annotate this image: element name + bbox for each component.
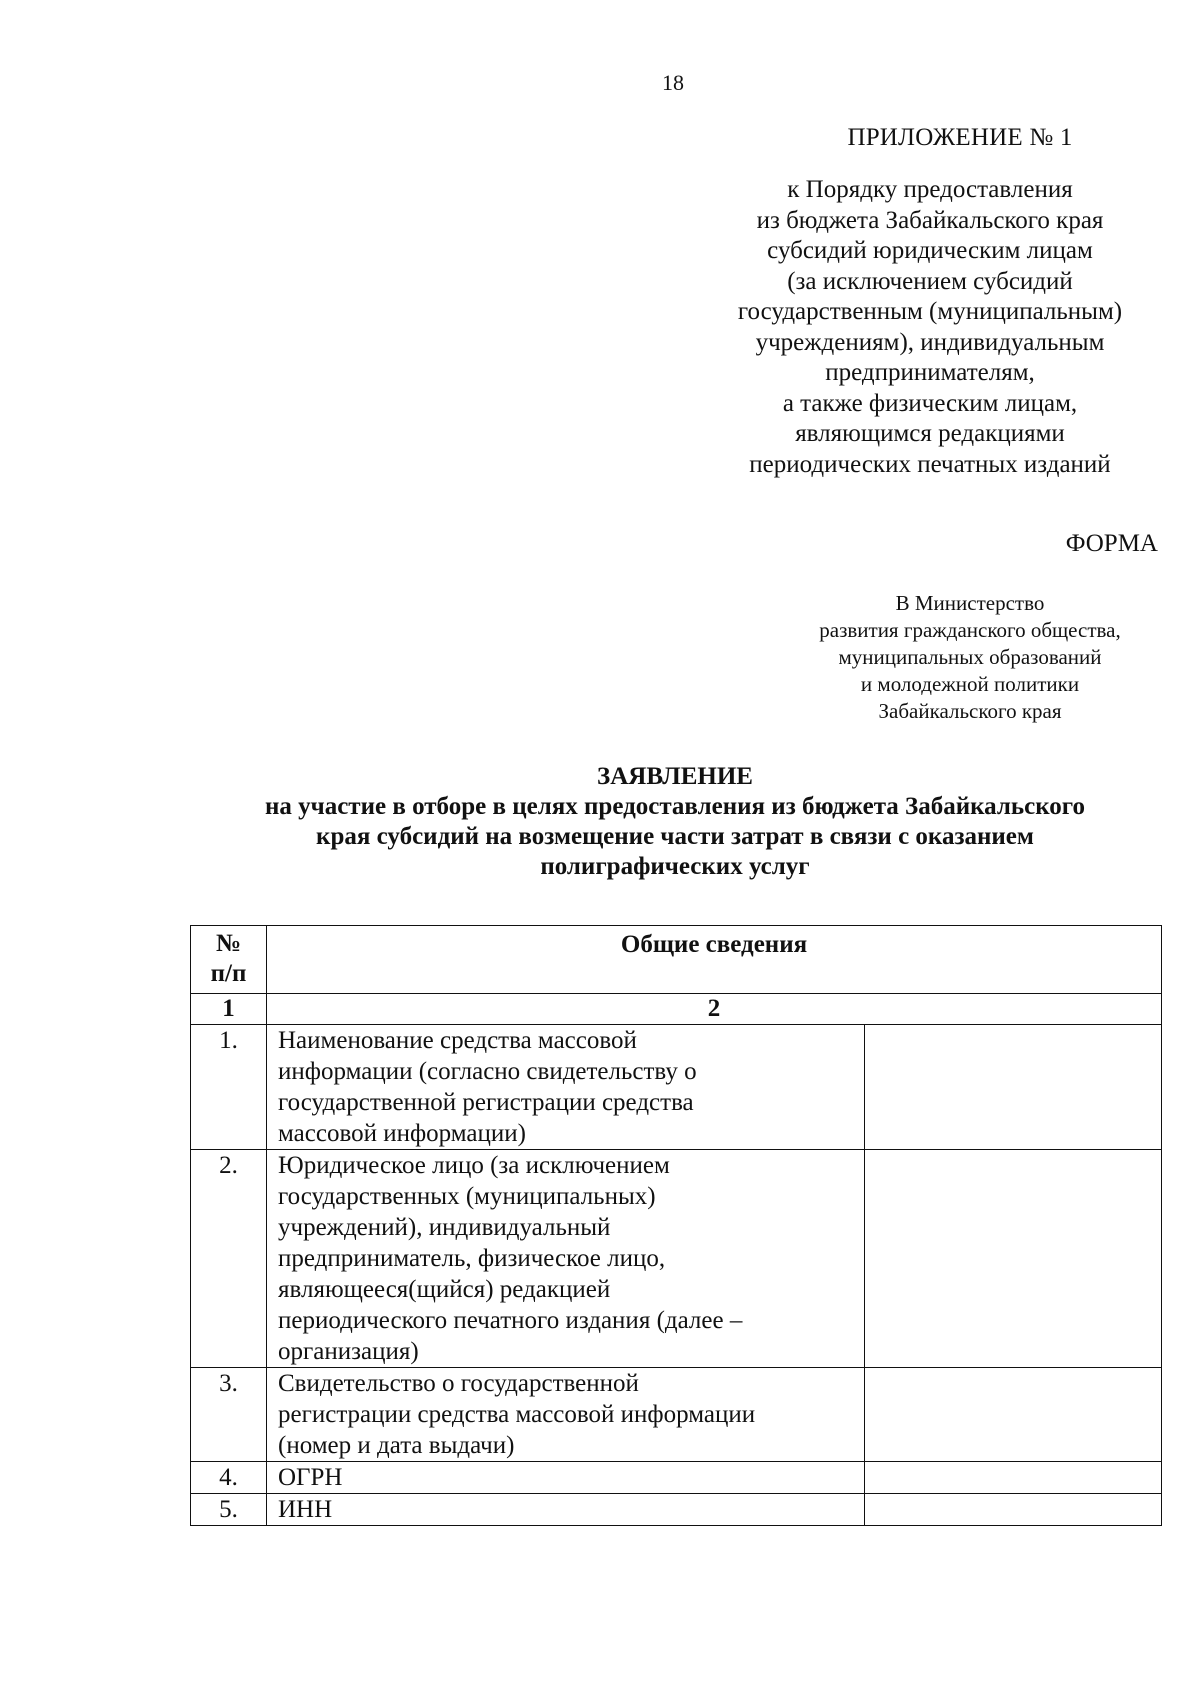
row-number: 1. bbox=[191, 1025, 267, 1150]
statement-heading bbox=[190, 762, 1160, 882]
header-num-label: № bbox=[215, 930, 242, 957]
row-description-line: Наименование средства массовой bbox=[278, 1027, 637, 1054]
row-value-field[interactable] bbox=[865, 1150, 1162, 1368]
addressee-line: В Министерство bbox=[895, 591, 1045, 615]
row-description-line: учреждений), индивидуальный bbox=[278, 1214, 611, 1241]
table-row bbox=[191, 1150, 1162, 1368]
appendix-reference-line: субсидий юридическим лицам bbox=[767, 237, 1093, 264]
table-row bbox=[191, 1368, 1162, 1462]
row-description-line: информации (согласно свидетельству о bbox=[278, 1058, 697, 1085]
appendix-reference-line: к Порядку предоставления bbox=[787, 176, 1073, 203]
appendix-reference-line: периодических печатных изданий bbox=[749, 450, 1111, 478]
statement-subtitle-line: полиграфических услуг bbox=[540, 853, 810, 880]
header-num-label: п/п bbox=[210, 960, 247, 987]
table-row bbox=[191, 1462, 1162, 1494]
row-description-line: организация) bbox=[278, 1338, 419, 1365]
general-info-table bbox=[190, 925, 1162, 1526]
addressee-line: развития гражданского общества, bbox=[819, 618, 1121, 642]
addressee-line: муниципальных образований bbox=[838, 645, 1102, 669]
table-row bbox=[191, 1494, 1162, 1526]
row-number: 3. bbox=[191, 1368, 267, 1462]
row-description-line: являющееся(щийся) редакцией bbox=[278, 1276, 611, 1303]
index-cell: 1 bbox=[191, 994, 267, 1025]
statement-title: ЗАЯВЛЕНИЕ bbox=[597, 763, 753, 790]
page-number: 18 bbox=[662, 70, 684, 95]
table-header-row bbox=[191, 926, 1162, 994]
header-num-cell bbox=[191, 926, 267, 994]
row-value-field[interactable] bbox=[865, 1368, 1162, 1462]
row-description-line: Свидетельство о государственной bbox=[278, 1370, 639, 1397]
row-description bbox=[267, 1025, 865, 1150]
index-cell: 2 bbox=[267, 994, 1162, 1025]
row-description bbox=[267, 1494, 865, 1526]
appendix-reference-line: учреждениям), индивидуальным bbox=[755, 328, 1105, 356]
row-description-line: ИНН bbox=[278, 1496, 333, 1523]
table-row bbox=[191, 1025, 1162, 1150]
appendix-reference bbox=[640, 175, 1200, 480]
row-description bbox=[267, 1462, 865, 1494]
addressee-line: Забайкальского края bbox=[878, 699, 1062, 723]
row-value-field[interactable] bbox=[865, 1494, 1162, 1526]
row-description-line: государственной регистрации средства bbox=[278, 1089, 694, 1116]
row-value-field[interactable] bbox=[865, 1462, 1162, 1494]
appendix-reference-line: государственным (муниципальным) bbox=[737, 298, 1123, 325]
row-number: 2. bbox=[191, 1150, 267, 1368]
row-description-line: регистрации средства массовой информации bbox=[278, 1401, 756, 1428]
row-number: 5. bbox=[191, 1494, 267, 1526]
appendix-title: ПРИЛОЖЕНИЕ № 1 bbox=[847, 124, 1073, 151]
row-value-field[interactable] bbox=[865, 1025, 1162, 1150]
row-description-line: ОГРН bbox=[278, 1464, 343, 1491]
row-number: 4. bbox=[191, 1462, 267, 1494]
row-description bbox=[267, 1368, 865, 1462]
appendix-reference-line: из бюджета Забайкальского края bbox=[756, 206, 1104, 234]
row-description-line: (номер и дата выдачи) bbox=[278, 1432, 515, 1459]
row-description-line: Юридическое лицо (за исключением bbox=[278, 1152, 670, 1179]
row-description bbox=[267, 1150, 865, 1368]
appendix-reference-line: предпринимателям, bbox=[825, 359, 1035, 386]
statement-subtitle-line: края субсидий на возмещение части затрат в связи с оказанием bbox=[316, 823, 1034, 850]
row-description-line: массовой информации) bbox=[278, 1120, 526, 1147]
addressee-line: и молодежной политики bbox=[860, 672, 1080, 696]
form-label: ФОРМА bbox=[1065, 530, 1158, 557]
row-description-line: предприниматель, физическое лицо, bbox=[278, 1245, 666, 1272]
addressee-block bbox=[760, 590, 1180, 725]
statement-subtitle-line: на участие в отборе в целях предоставления из бюджета Забайкальского bbox=[264, 793, 1086, 820]
appendix-reference-line: (за исключением субсидий bbox=[787, 267, 1073, 295]
row-description-line: государственных (муниципальных) bbox=[278, 1183, 656, 1210]
row-description-line: периодического печатного издания (далее – bbox=[278, 1307, 743, 1334]
appendix-reference-line: являющимся редакциями bbox=[795, 420, 1065, 447]
appendix-reference-line: а также физическим лицам, bbox=[782, 389, 1078, 417]
table-index-row bbox=[191, 994, 1162, 1025]
header-title-cell: Общие сведения bbox=[267, 926, 1162, 994]
